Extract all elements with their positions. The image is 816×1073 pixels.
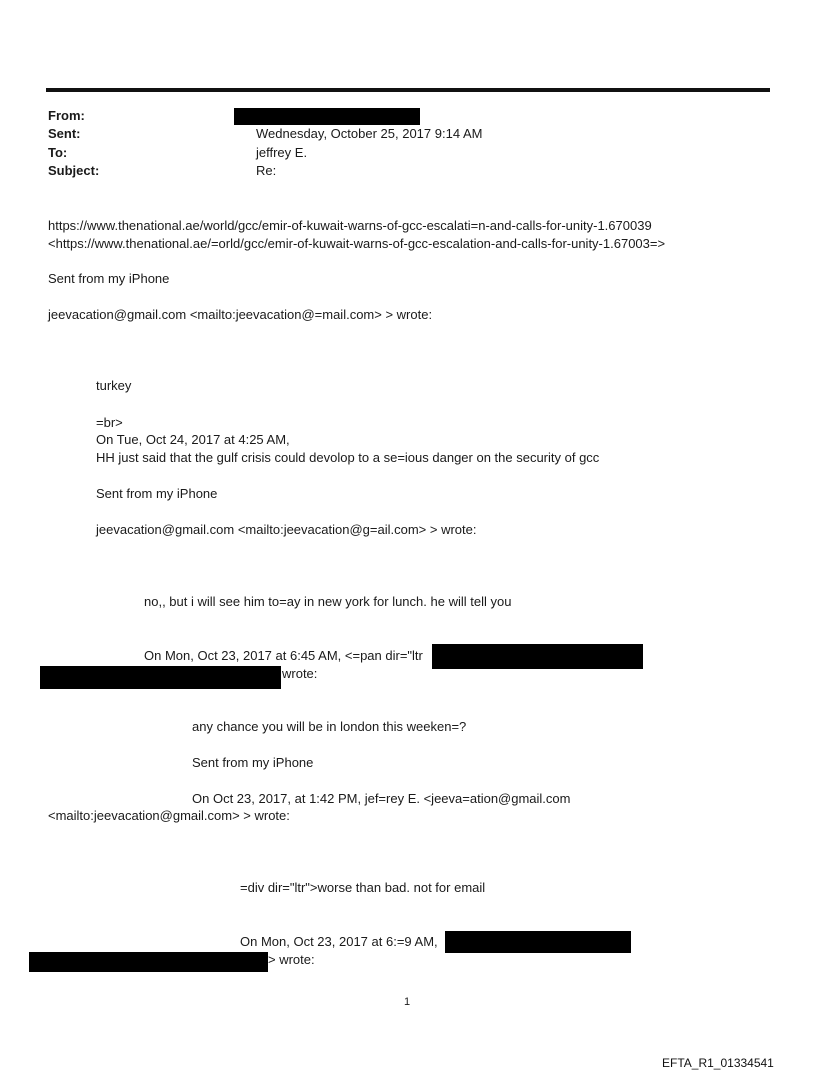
quote4-message: =div dir="ltr">worse than bad. not for email — [240, 880, 486, 895]
article-link[interactable]: https://www.thenational.ae/world/gcc/emir-of-kuwait-warns-of-gcc-escalati=n-and-calls-for-unity-1.670039 — [48, 218, 652, 233]
document-id: EFTA_R1_01334541 — [662, 1056, 774, 1070]
from-label: From: — [48, 108, 85, 123]
redacted-from — [234, 108, 420, 125]
quote1-message: HH just said that the gulf crisis could devolop to a se=ious danger on the security of gcc — [96, 450, 600, 465]
sent-value: Wednesday, October 25, 2017 9:14 AM — [256, 126, 483, 141]
subject-value: Re: — [256, 163, 277, 178]
to-label: To: — [48, 145, 68, 160]
redacted-sender-a — [432, 644, 643, 669]
quote1-wrote: jeevacation@gmail.com <mailto:jeevacation@g=ail.com> > wrote: — [96, 522, 477, 537]
page-number: 1 — [404, 996, 411, 1008]
signature: Sent from my iPhone — [48, 271, 170, 286]
quote1-on-line: On Tue, Oct 24, 2017 at 4:25 AM, — [96, 432, 290, 447]
quote3-mailto: <mailto:jeevacation@gmail.com> > wrote: — [48, 808, 290, 823]
sent-label: Sent: — [48, 126, 81, 141]
quote3-signature: Sent from my iPhone — [192, 755, 314, 770]
quote2-message: no,, but i will see him to=ay in new york for lunch. he will tell you — [144, 594, 512, 609]
quote1-signature: Sent from my iPhone — [96, 486, 218, 501]
quote4-wrote: > wrote: — [268, 952, 315, 967]
quote3-on-line: On Oct 23, 2017, at 1:42 PM, jef=rey E. <jeeva=ation@gmail.com — [192, 791, 571, 806]
quote2-wrote: wrote: — [282, 666, 318, 681]
article-link-alt[interactable]: <https://www.thenational.ae/=orld/gcc/emir-of-kuwait-warns-of-gcc-escalation-and-calls-for-unity-1.67003=> — [48, 236, 666, 251]
quote3-message: any chance you will be in london this weeken=? — [192, 719, 467, 734]
quote1-br: =br> — [96, 415, 123, 430]
redacted-sender-b — [40, 666, 281, 689]
to-value: jeffrey E. — [256, 145, 308, 160]
redacted-sender-c — [445, 931, 631, 953]
quote4-on-line: On Mon, Oct 23, 2017 at 6:=9 AM, — [240, 934, 438, 949]
header-rule — [46, 88, 770, 92]
wrote-line: jeevacation@gmail.com <mailto:jeevacation@=mail.com> > wrote: — [48, 307, 433, 322]
quote2-on-line: On Mon, Oct 23, 2017 at 6:45 AM, <=pan dir="ltr — [144, 648, 423, 663]
quote1-turkey: turkey — [96, 378, 132, 393]
subject-label: Subject: — [48, 163, 100, 178]
redacted-sender-d — [29, 952, 268, 972]
